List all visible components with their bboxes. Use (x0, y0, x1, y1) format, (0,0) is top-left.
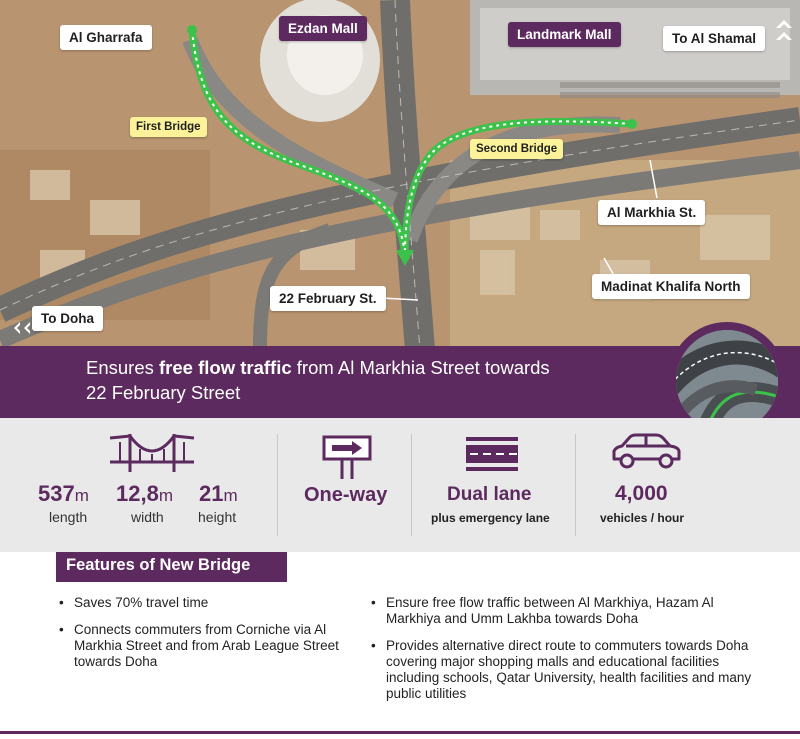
features-list-right (370, 595, 770, 713)
aerial-map (0, 0, 800, 350)
stats-divider-1 (277, 434, 278, 536)
vehicles-sub-label: vehicles / hour (600, 511, 685, 525)
feature-item: • Connects commuters from Corniche via Al Markhia Street and from Arab League Street towards Doha (58, 622, 348, 670)
direction-value: One-way (304, 484, 388, 506)
height-label: height (198, 509, 237, 525)
sign-arrow-icon (322, 435, 372, 479)
headline-bold: free flow traffic (159, 357, 292, 378)
label-al-markhia-st: Al Markhia St. (598, 200, 705, 225)
bridge-render-image (676, 330, 778, 432)
stats-divider-2 (411, 434, 412, 536)
height-value: 21m (199, 481, 238, 506)
label-ezdan-mall: Ezdan Mall (279, 16, 367, 41)
label-first-bridge: First Bridge (130, 117, 207, 137)
headline-line-2: 22 February Street (86, 382, 241, 403)
lanes-value: Dual lane (447, 484, 532, 505)
features-heading: Features of New Bridge (56, 552, 287, 582)
car-icon (610, 433, 682, 471)
headline-pre: Ensures (86, 357, 160, 378)
label-landmark-mall: Landmark Mall (508, 22, 621, 47)
stats-divider-3 (575, 434, 576, 536)
length-label: length (49, 509, 88, 525)
label-22-february-st: 22 February St. (270, 286, 386, 311)
width-label: width (131, 509, 164, 525)
label-second-bridge: Second Bridge (470, 139, 563, 159)
length-value: 537m (38, 481, 89, 506)
road-lanes-icon (466, 437, 518, 471)
width-value: 12,8m (116, 481, 173, 506)
feature-item: • Saves 70% travel time (58, 595, 348, 611)
feature-item: • Ensure free flow traffic between Al Markhiya, Hazam Al Markhiya and Umm Lakhba towards Doha (370, 595, 770, 627)
label-to-doha: To Doha (32, 306, 103, 331)
features-list-left (58, 595, 348, 681)
label-madinat-khalifa-north: Madinat Khalifa North (592, 274, 750, 299)
vehicles-value: 4,000 (615, 482, 668, 505)
feature-item: • Provides alternative direct route to commuters towards Doha covering major shopping malls and educational facilities including schools, Qatar University, health facilities and many public utilities (370, 638, 770, 702)
footer-rule (0, 731, 800, 734)
headline-post: from Al Markhia Street towards (291, 357, 550, 378)
bridge-icon (110, 432, 194, 472)
label-al-gharrafa: Al Gharrafa (60, 25, 152, 50)
label-to-al-shamal: To Al Shamal (663, 26, 765, 51)
lanes-sub-label: plus emergency lane (431, 511, 550, 525)
